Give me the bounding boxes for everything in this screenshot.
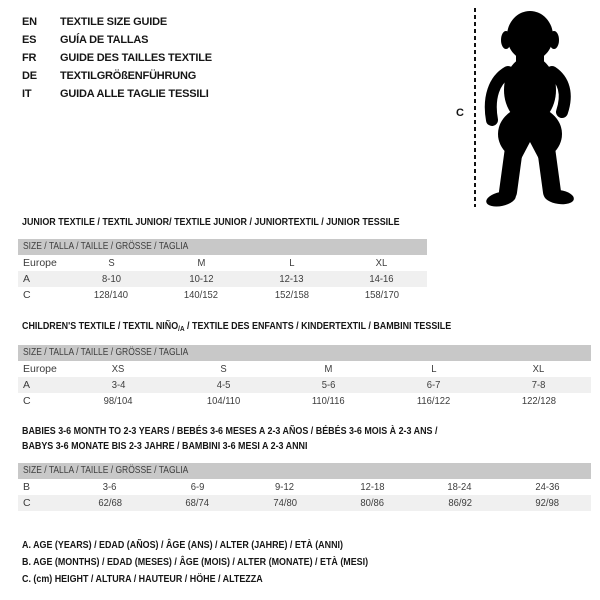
size-header-text: SIZE / TALLA / TAILLE / GRÖSSE / TAGLIA <box>23 241 189 252</box>
row-label: A <box>23 273 31 285</box>
table-row <box>18 479 591 495</box>
size-cell: 14-16 <box>369 273 394 285</box>
size-cell: 92/98 <box>535 497 560 509</box>
language-title: GUIDE DES TAILLES TEXTILE <box>60 52 212 64</box>
language-code: IT <box>22 88 32 100</box>
language-title: TEXTILGRÖßENFÜHRUNG <box>60 70 197 82</box>
size-cell: 158/170 <box>364 289 399 301</box>
children-table-title-text: CHILDREN'S TEXTILE / TEXTIL NIÑO/A / TEXTILE DES ENFANTS / KINDERTEXTIL / BAMBINI TESSILE <box>22 320 452 333</box>
size-cell: 9-12 <box>275 481 295 493</box>
row-label: C <box>23 289 31 301</box>
size-header-bar <box>18 463 591 479</box>
row-label: Europe <box>23 363 57 375</box>
row-label: Europe <box>23 257 57 269</box>
language-row-de <box>22 67 212 85</box>
size-header-bar <box>18 239 427 255</box>
size-header-bar <box>18 345 591 361</box>
size-cell: 86/92 <box>447 497 472 509</box>
footnote-a: A. AGE (YEARS) / EDAD (AÑOS) / ÂGE (ANS) / ALTER (JAHRE) / ETÀ (ANNI) <box>22 539 343 551</box>
size-cell: 12-13 <box>279 273 304 285</box>
language-row-fr <box>22 49 212 67</box>
row-label: C <box>23 395 31 407</box>
size-cell: 110/116 <box>312 395 345 407</box>
size-cell: XS <box>112 363 125 375</box>
table-row <box>18 255 427 271</box>
size-cell: 62/68 <box>97 497 122 509</box>
language-list <box>22 13 212 103</box>
babies-table-title-line1: BABIES 3-6 MONTH TO 2-3 YEARS / BEBÉS 3-6 MESES A 2-3 AÑOS / BÉBÉS 3-6 MOIS À 2-3 ANS / <box>22 425 438 437</box>
size-cell: 128/140 <box>94 289 129 301</box>
table-row <box>18 271 427 287</box>
junior-table-title <box>22 216 466 228</box>
size-cell: 4-5 <box>216 379 231 391</box>
size-cell: 116/122 <box>416 395 451 407</box>
babies-table-title-line2: BABYS 3-6 MONATE BIS 2-3 JAHRE / BAMBINI 3-6 MESI A 2-3 ANNI <box>22 440 308 452</box>
size-cell: L <box>288 257 295 269</box>
footnote-b: B. AGE (MONTHS) / EDAD (MESES) / ÂGE (MOIS) / ALTER (MONATE) / ETÀ (MESI) <box>22 556 369 568</box>
language-row-it <box>22 85 212 103</box>
toddler-silhouette <box>470 6 585 211</box>
size-cell: 6-9 <box>190 481 205 493</box>
height-measure-label: C <box>456 107 464 119</box>
footnote-c: C. (cm) HEIGHT / ALTURA / HAUTEUR / HÖHE / ALTEZZA <box>22 573 263 585</box>
size-cell: 68/74 <box>185 497 210 509</box>
size-cell: 5-6 <box>321 379 336 391</box>
size-cell: 98/104 <box>104 395 133 407</box>
row-label: B <box>23 481 31 493</box>
size-cell: XL <box>532 363 545 375</box>
language-row-es <box>22 31 212 49</box>
junior-table-title-text: JUNIOR TEXTILE / TEXTIL JUNIOR/ TEXTILE JUNIOR / JUNIORTEXTIL / JUNIOR TESSILE <box>22 216 400 228</box>
size-cell: 12-18 <box>360 481 385 493</box>
size-cell: 104/110 <box>206 395 241 407</box>
size-header-text: SIZE / TALLA / TAILLE / GRÖSSE / TAGLIA <box>23 347 189 358</box>
size-cell: 3-6 <box>102 481 117 493</box>
size-cell: 122/128 <box>521 395 556 407</box>
table-row <box>18 377 591 393</box>
children-table-title <box>22 320 527 333</box>
language-title: GUÍA DE TALLAS <box>60 34 149 46</box>
children-size-table <box>18 345 591 409</box>
size-cell: 3-4 <box>111 379 126 391</box>
table-row <box>18 393 591 409</box>
row-label: A <box>23 379 31 391</box>
table-row <box>18 495 591 511</box>
table-row <box>18 361 591 377</box>
size-cell: 18-24 <box>447 481 472 493</box>
language-code: ES <box>22 34 37 46</box>
size-cell: 140/152 <box>184 289 219 301</box>
size-cell: 6-7 <box>426 379 441 391</box>
language-code: DE <box>22 70 37 82</box>
language-code: FR <box>22 52 37 64</box>
row-label: C <box>23 497 31 509</box>
size-cell: XL <box>376 257 388 269</box>
size-cell: 80/86 <box>360 497 385 509</box>
size-cell: L <box>430 363 437 375</box>
size-header-text: SIZE / TALLA / TAILLE / GRÖSSE / TAGLIA <box>23 465 189 476</box>
size-cell: 152/158 <box>274 289 309 301</box>
nino-a-subscript: /A <box>178 324 185 333</box>
size-cell: 7-8 <box>531 379 546 391</box>
language-title: TEXTILE SIZE GUIDE <box>60 16 168 28</box>
size-cell: 8-10 <box>101 273 121 285</box>
size-cell: M <box>197 257 206 269</box>
leg-right <box>546 148 552 192</box>
table-row <box>18 287 427 303</box>
size-cell: 24-36 <box>535 481 560 493</box>
size-cell: S <box>107 257 115 269</box>
junior-size-table <box>18 239 427 303</box>
toddler-body <box>485 11 575 209</box>
size-cell: S <box>220 363 227 375</box>
size-cell: M <box>324 363 333 375</box>
language-row-en <box>22 13 212 31</box>
size-cell: 10-12 <box>189 273 214 285</box>
language-code: EN <box>22 16 37 28</box>
language-title: GUIDA ALLE TAGLIE TESSILI <box>60 88 209 100</box>
footnotes <box>22 537 429 588</box>
leg-left <box>508 148 514 192</box>
size-cell: 74/80 <box>272 497 297 509</box>
babies-size-table <box>18 463 591 511</box>
